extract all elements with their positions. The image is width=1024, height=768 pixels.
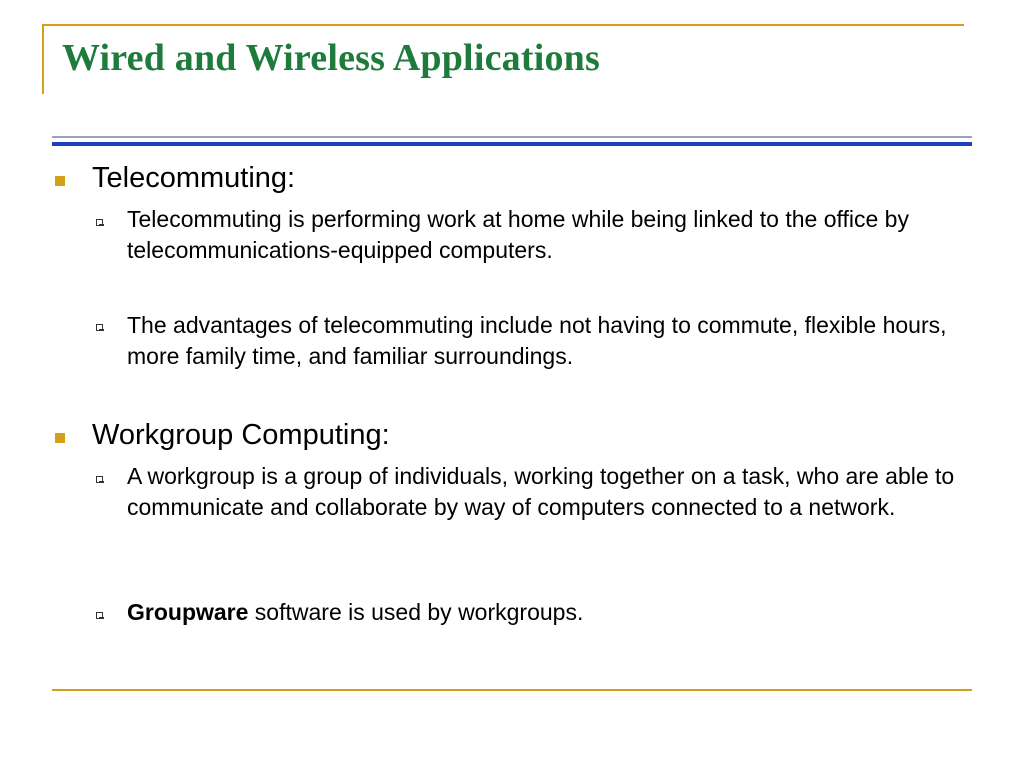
title-divider-thin: [52, 136, 972, 138]
section-heading-telecommuting: Telecommuting:: [92, 162, 296, 194]
hollow-square-bullet-icon: [96, 476, 103, 483]
title-divider-thick: [52, 142, 972, 146]
bullet-telecommuting-advantages: The advantages of telecommuting include not having to commute, flexible hours, more family time, and familiar surroundings.: [127, 312, 947, 369]
section-heading-workgroup: Workgroup Computing:: [92, 419, 390, 451]
hollow-square-bullet-icon: [96, 612, 103, 619]
square-bullet-icon: [55, 176, 65, 186]
slide-title: Wired and Wireless Applications: [62, 37, 600, 79]
hollow-square-bullet-icon: [96, 324, 103, 331]
footer-divider: [52, 689, 972, 691]
groupware-term: Groupware: [127, 599, 249, 625]
square-bullet-icon: [55, 433, 65, 443]
title-frame-left-line: [42, 24, 44, 94]
bullet-workgroup-definition: A workgroup is a group of individuals, working together on a task, who are able to communicate and collaborate by way of computers connected to a network.: [127, 463, 955, 520]
bullet-telecommuting-definition: Telecommuting is performing work at home while being linked to the office by telecommunications-equipped computers.: [127, 206, 909, 263]
title-frame-top-line: [42, 24, 964, 26]
hollow-square-bullet-icon: [96, 219, 103, 226]
bullet-groupware: [127, 597, 977, 628]
groupware-text: software is used by workgroups.: [248, 599, 584, 625]
